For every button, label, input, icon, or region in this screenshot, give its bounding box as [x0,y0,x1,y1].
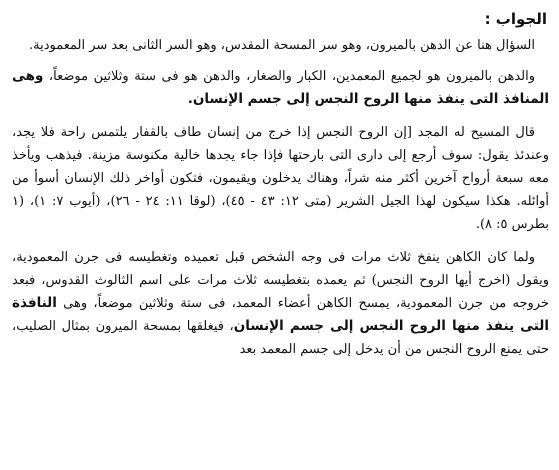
emphasized-text: وهى المنافذ التى ينفذ منها الروح النجس إلى جسم الإنسان. [12,68,549,107]
paragraph-baptism-rite [12,246,549,361]
paragraph-scripture-quote [12,121,549,236]
paragraph-text-continued: ، فيغلقها بمسحة الميرون بمثال الصليب، حتى يمنع الروح النجس من أن يدخل إلى جسم المعمد بعد [12,319,549,357]
paragraph-question-intro [12,34,549,57]
paragraph-text: السؤال هنا عن الدهن بالميرون، وهو سر المسحة المقدس، وهو السر الثانى بعد سر المعمودية. [28,38,535,53]
paragraph-text: ولما كان الكاهن ينفخ ثلاث مرات فى وجه الشخص قبل تعميده وتغطيسه فى جرن المعمودية، ويقول (اخرج أيها الروح النجس) ثم يعمده بتغطيسه ثلاث مرات على اسم الثالوث القدوس، فبعد خروجه من جرن المعمودية، يمسح الكاهن أعضاء المعمد، فى ستة وثلاثين موضعاً، وهى [12,250,549,311]
paragraph-text: والدهن بالميرون هو لجميع المعمدين، الكبار والصغار، والدهن هو فى ستة وثلاثين موضعاً، [43,69,535,84]
paragraph-text: قال المسيح له المجد [إن الروح النجس إذا خرج من إنسان طاف بالقفار يلتمس راحة فلا يجد، وعندئذ يقول: سوف أرجع إلى دارى التى بارحتها فإذا جاء يجدها خالية مكنوسة مزينة. فيذهب ويأخذ معه سبعة أرواح آخرين أكثر منه شراً، وهناك يدخلون ويقيمون، فتكون أواخر ذلك الإنسان أسوأ من أوائله. هكذا سيكون لهذا الجيل الشرير (متى ١٢: ٤٣ - ٤٥)، (لوقا ١١: ٢٤ - ٢٦)، (أيوب ٧: ١)، (١ بطرس ٥: ٨). [12,125,549,232]
emphasized-text: النافذة التى ينفذ منها الروح النجس إلى جسم الإنسان [12,295,549,334]
paragraph-anointing-places [12,65,549,111]
answer-heading: الجواب : [484,10,547,28]
